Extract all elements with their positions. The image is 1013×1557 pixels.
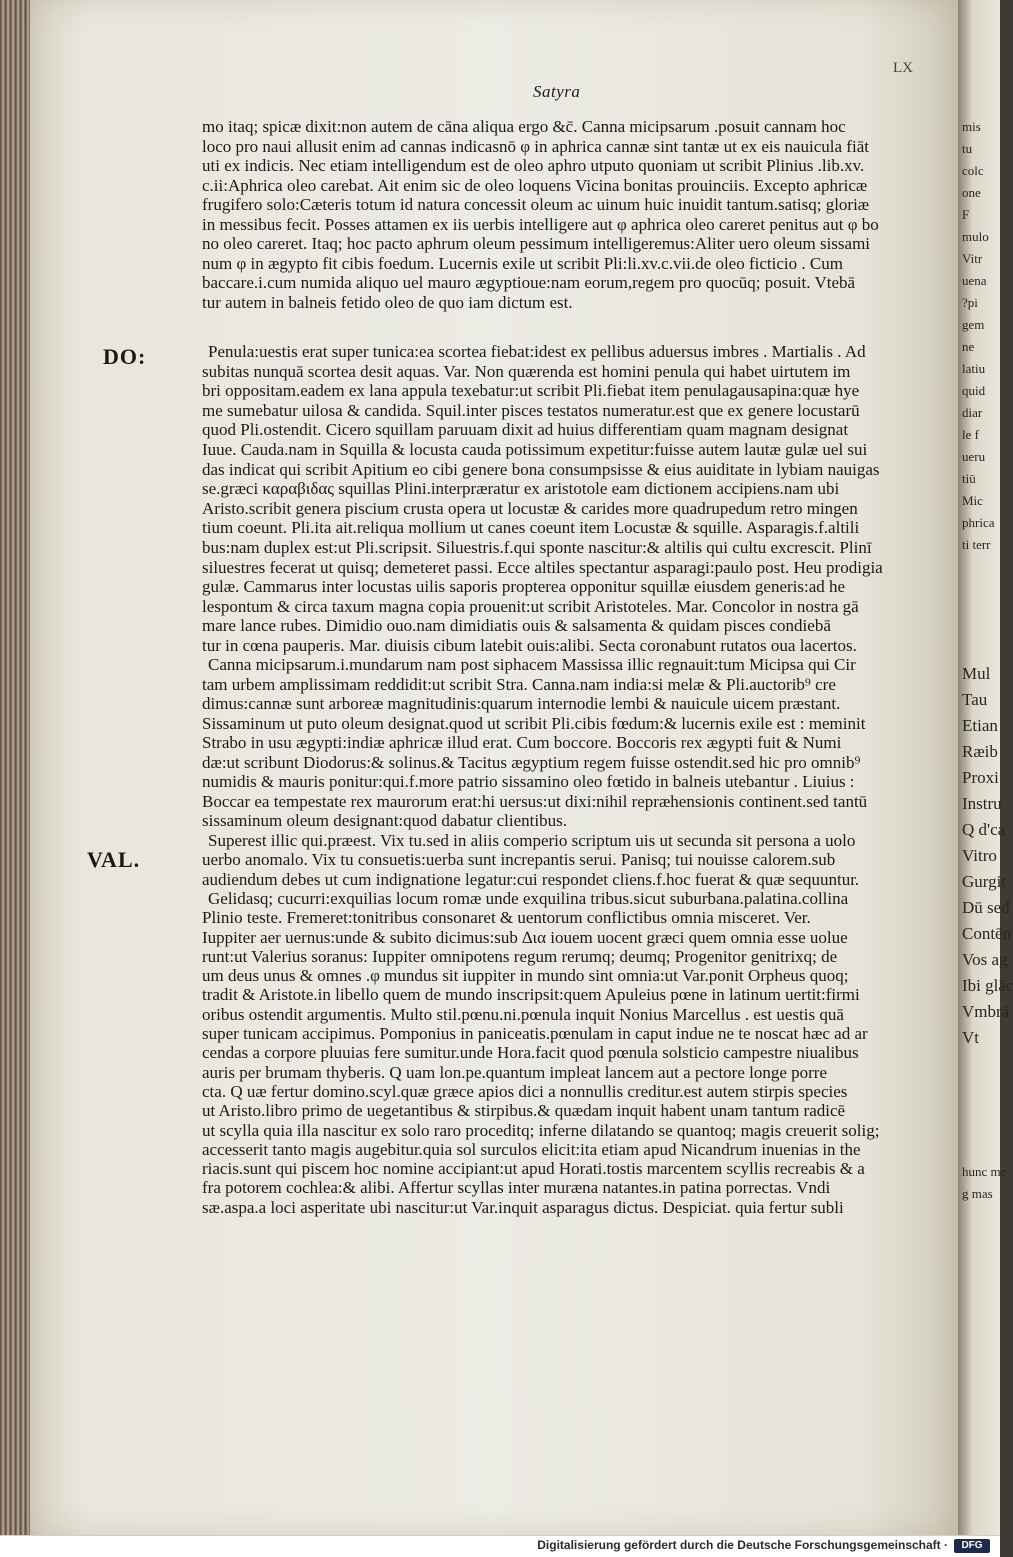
text-line: accesserit tanto magis augebitur.quia sol surculos elicit:ita etiam apud Nicandrum inuenias in the <box>202 1139 861 1159</box>
facing-page-text-fragment: Vt <box>962 1028 979 1047</box>
facing-page-text-fragment: Etian <box>962 716 998 735</box>
text-line: in messibus fecit. Posses attamen ex iis uerbis intelligere aut φ aphrica oleo careret penitus aut φ bo <box>202 214 879 234</box>
facing-page-text-fragment: phrica <box>962 515 995 530</box>
text-line: oribus ostendit argumentis. Multo stil.pœnu.ni.pœnula inquit Nonius Marcellus . est uestis quā <box>202 1004 844 1024</box>
text-line: subitas nunquā scortea desit aquas. Var. Non quærenda est homini penula qui habet uirtutem im <box>202 361 851 381</box>
facing-page-text-fragment: Gurgit <box>962 872 1007 891</box>
facing-page-text-fragment: uena <box>962 273 987 288</box>
facing-page-text-fragment: ueru <box>962 449 986 464</box>
text-line: Strabo in usu ægypti:indiæ aphricæ illud erat. Cum boccore. Boccoris rex ægypti fuit & Numi <box>202 733 842 752</box>
text-line: baccare.i.cum numida aliquo uel mauro ægyptioue:nam eorum,regem pro quocūq; posuit. Vtebā <box>202 273 856 292</box>
facing-page-text-fragment: one <box>962 185 981 200</box>
text-line: uerbo anomalo. Vix tu consuetis:uerba sunt increpantis serui. Panisq; tui nouisse calorem.sub <box>202 850 836 870</box>
text-line: num φ in ægypto fit cibis foedum. Lucernis exile ut scribit Pli:li.xv.c.vii.de oleo ficticio . Cum <box>202 253 843 273</box>
footer-credit: Digitalisierung gefördert durch die Deutsche Forschungsgemeinschaft · <box>537 1538 948 1552</box>
facing-page-text-fragment: colc <box>962 163 984 178</box>
text-line: tradit & Aristote.in libello quem de mundo inscripsit:quem Apuleius pœne in latinum uertit:firmi <box>202 985 860 1005</box>
text-line: mare lance rubes. Dimidio ouo.nam dimidiatis ouis & salsamenta & quidam pisces condiebā <box>202 616 831 636</box>
text-line: no oleo careret. Itaq; hoc pacto aphrum oleum pessimum intelligeremus:Aliter uero oleum sissami <box>202 234 871 253</box>
text-line: lespontum & circa taxum magna copia prouenit:ut scribit Aristoteles. Mar. Concolor in nostra gā <box>202 596 859 616</box>
facing-page-text-fragment: Vitr <box>962 251 983 266</box>
facing-page-text-fragment: Contēn <box>962 924 1012 943</box>
text-line: Boccar ea tempestate rex maurorum erat:hi uersus:ut dixi:nihil repræhensionis continent.sed tantū <box>202 791 868 811</box>
text-line: sæ.aspa.a loci asperitate ubi nascitur:ut Var.inquit asparagus dictus. Despiciat. quia fertur subli <box>202 1197 844 1217</box>
facing-page-text-fragment: quid <box>962 383 986 398</box>
text-line: Iuue. Cauda.nam in Squilla & locusta cauda potissimum expetitur:fuisse autem lautæ gulæ uel sui <box>202 440 868 459</box>
text-line: frugifero solo:Cæteris totum id natura concessit oleum ac uinum huic inuidit tantum.satisq; gloriæ <box>202 195 870 214</box>
text-line: auris per brumam thyberis. Q uam lon.pe.quantum impleat lancem aut a pectore longe porre <box>202 1062 828 1082</box>
text-line: Sissaminum ut puto oleum designat.quod ut scribit Pli.cibis fœdum:& lucernis exile est : meminit <box>202 713 866 733</box>
text-line: cendas a corpore pluuias fere sumitur.unde Hora.facit quod pœnula solsticio campestre niualibus <box>202 1043 859 1063</box>
dfg-logo: DFG <box>954 1539 990 1553</box>
text-line: tam urbem amplissimam reddidit:ut scribit Stra. Canna.nam india:si melæ & Pli.auctorib⁹ cre <box>202 674 836 694</box>
facing-page-text-fragment: ne <box>962 339 975 354</box>
facing-page-text-fragment: Instru <box>962 794 1002 813</box>
footer-bar <box>0 1535 1000 1557</box>
facing-page-text-fragment: Proxi <box>962 768 999 787</box>
facing-page-text-fragment: Q d'ca <box>962 820 1006 839</box>
facing-page-text-fragment: Ræib <box>962 742 998 761</box>
text-line: se.græci καραβιδας squillas Plini.interpræratur ex aristotole eam dictionem accipiens.nam ubi <box>202 479 840 499</box>
text-line: Penula:uestis erat super tunica:ea scortea fiebat:idest ex pellibus aduersus imbres . Martialis . Ad <box>208 342 866 361</box>
text-line: uti ex indicis. Nec etiam intelligendum est de oleo aphro utputo quoniam ut scribit Plinius .lib.xv. <box>202 156 865 175</box>
facing-page-text-fragment: F <box>962 207 970 222</box>
facing-page-edge <box>958 0 1013 1535</box>
facing-page-text-fragment: hunc me <box>962 1164 1007 1179</box>
facing-page-text-fragment: gem <box>962 317 985 332</box>
text-line: Aristo.scribit genera piscium crusta opera ut locustæ & carides more quadrupedum retro mingen <box>202 498 858 518</box>
text-line: tur in cœna pauperis. Mar. diuisis cibum latebit ouis:alibi. Secta coronabunt rutatos oua lacertos. <box>202 636 857 655</box>
facing-page-text-fragment: tiū <box>962 471 976 486</box>
text-line: siluestres fecerat ut quisq; demeteret passi. Ecce altiles spectantur asparagi:paulo post. Heu prodigia <box>202 557 883 577</box>
text-line: loco pro naui allusit enim ad cannas indicasnō φ in aphrica cannæ sint tantæ ut ex eis nauicula fiāt <box>202 136 869 156</box>
folio-number: LX <box>893 60 913 76</box>
text-line: riacis.sunt qui piscem hoc nomine accipiant:ut apud Horati.tostis marcentem scyllis recreabis & a <box>202 1159 865 1179</box>
text-line: quod Pli.ostendit. Cicero squillam paruuam dixit ad huius differentiam quam magnam designat <box>202 420 849 440</box>
facing-page-text-fragment: Vos ag <box>962 950 1008 969</box>
text-line: Gelidasq; cucurri:exquilias locum romæ unde exquilina tribus.sicut suburbana.palatina.collina <box>208 888 849 908</box>
facing-page-text-fragment: diar <box>962 405 983 420</box>
facing-page-text-fragment: g mas <box>962 1186 993 1201</box>
facing-page-text-fragment: le f <box>962 427 979 442</box>
running-head: Satyra <box>533 82 581 101</box>
facing-page-text-fragment: mis <box>962 119 981 134</box>
facing-page-text-fragment: Ibi glāc <box>962 976 1013 995</box>
text-line: dimus:cannæ sunt arboreæ magnitudinis:quarum internodie lembi & nauicule uicem præstant. <box>202 694 841 713</box>
facing-page-text-fragment: latiu <box>962 361 986 376</box>
text-line: bri oppositam.eadem ex lana appula texebatur:ut scribit Pli.fiebat item penulagausapina:quæ hye <box>202 381 860 401</box>
text-line: sissaminum oleum designant:quod dabatur clientibus. <box>202 811 567 830</box>
text-line: um deus unus & omnes .φ mundus sit iuppiter in mundo sint omnia:ut Var.ponit Orpheus quoq; <box>202 966 849 986</box>
facing-page-text-fragment: tu <box>962 141 973 156</box>
text-line: cta. Q uæ fertur domino.scyl.quæ græce apios dici a nonnullis creditur.est autem stirpis species <box>202 1081 848 1101</box>
facing-page-text-fragment: Vmbrā <box>962 1002 1010 1021</box>
facing-page-text-fragment: ?pi <box>962 295 978 310</box>
text-line: ut Aristo.libro primo de uegetantibus & stirpibus.& quædam inquit habent unam tantum radicē <box>202 1101 846 1121</box>
text-line: numidis & mauris ponitur:qui.f.more patrio sissamino oleo fœtido in balneis utebantur . Liuius : <box>202 772 855 791</box>
facing-page-text-fragment: Mic <box>962 493 983 508</box>
facing-page-text-fragment: ti terr <box>962 537 991 552</box>
text-line: audiendum debes ut cum indignatione legatur:cui respondet cliens.f.hoc fuerat & quæ sequuntur. <box>202 869 860 889</box>
text-line: Superest illic qui.præest. Vix tu.sed in aliis comperio scriptum uis ut secunda sit persona a uolo <box>208 831 856 850</box>
text-line: Plinio teste. Fremeret:tonitribus consonaret & uentorum conflictibus omnia misceret. Ver. <box>202 908 811 928</box>
facing-page-text-fragment: Tau <box>962 690 988 709</box>
text-line: mo itaq; spicæ dixit:non autem de cāna aliqua ergo &c̄. Canna micipsarum .posuit cannam hoc <box>202 117 846 136</box>
facing-page-text-fragment: Vitro <box>962 846 997 865</box>
text-line: bus:nam duplex est:ut Pli.scripsit. Siluestris.f.qui sponte nascitur:& altilis qui cultu excrescit. Plinī <box>202 538 872 557</box>
text-line: Iuppiter aer uernus:unde & subito dicimus:sub ∆ια iouem uocent græci quem omnia esse uolue <box>202 927 848 947</box>
facing-page-text-fragment: mulo <box>962 229 989 244</box>
text-line: Canna micipsarum.i.mundarum nam post siphacem Massissa illic regnauit:tum Micipsa qui Cir <box>208 655 856 674</box>
text-line: super tunicam accipimus. Pomponius in paniceatis.pœnulam in caput indue ne te noscat hæc ad ar <box>202 1024 868 1043</box>
text-line: me sumebatur uilosa & candida. Squil.inter pisces testatos numeratur.est que ex genere locustarū <box>202 400 860 420</box>
text-line: tium coeunt. Pli.ita ait.reliqua mollium ut canes coeunt item Locustæ & squille. Asparagis.f.altili <box>202 518 860 538</box>
facing-page-text-fragment: Dū sed <box>962 898 1010 917</box>
margin-note-do: DO: <box>103 344 147 369</box>
text-line: c.ii:Aphrica oleo carebat. Ait enim sic de oleo loquens Vicina bonitas prouinciis. Excepto aphricæ <box>202 175 868 195</box>
text-line: das indicat qui scribit Apitium eo cibi genere bona consumpsisse & eius auiditate in lybiam nauigas <box>202 459 880 479</box>
text-line: runt:ut Valerius soranus: Iuppiter omnipotens regum rerumq; deumq; Progenitor genitrixq; de <box>202 946 838 966</box>
text-line: ut scylla quia illa nascitur ex solo raro proceditq; inferne dilatando se quantoq; magis creuerit solig; <box>202 1120 880 1140</box>
text-line: gulæ. Cammarus inter locustas uilis saporis propterea opponitur squillæ eiusdem generis:ad he <box>202 577 846 597</box>
text-line: dæ:ut scribunt Diodorus:& solinus.& Tacitus ægyptium regem fuisse ostendit.sed hic pro omnib⁹ <box>202 752 861 772</box>
facing-page-text-fragment: Mul <box>962 664 991 683</box>
margin-note-val: VAL. <box>87 847 141 872</box>
text-line: tur autem in balneis fetido oleo de quo iam dictum est. <box>202 292 573 312</box>
text-line: fra potorem cochlea:& alibi. Affertur scyllas inter muræna natantes.in patina porrectas. Vndi <box>202 1178 831 1198</box>
